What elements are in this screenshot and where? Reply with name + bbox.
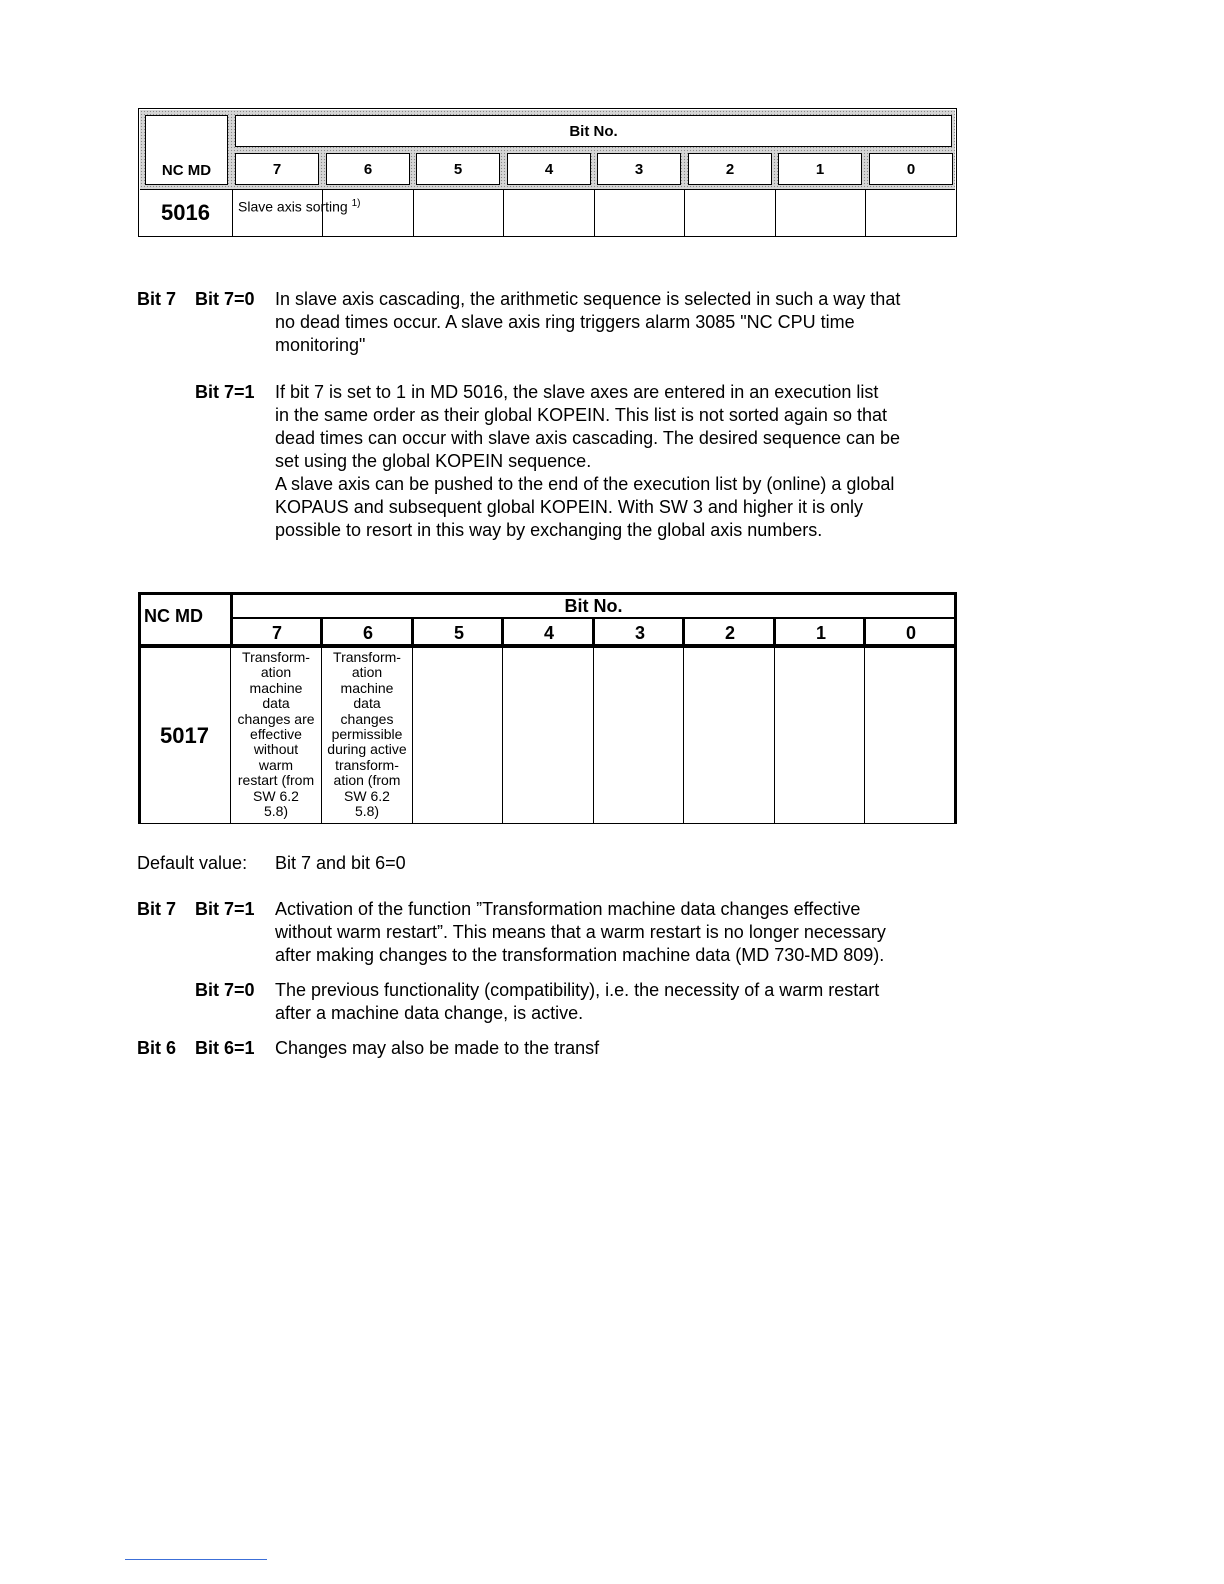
bit6-1-label: Bit 6=1 <box>195 1038 255 1058</box>
bit7-label: Bit 7 <box>137 289 177 309</box>
footnote-divider <box>125 1559 267 1560</box>
bit7-1-text-2: Activation of the function ”Transformation machine data changes effective without warm restart”. This means that a warm restart is no longer necessary after making changes to the transformation machine data (MD 730-MD 809). <box>275 899 886 965</box>
bit-header-2: 2 <box>688 153 772 185</box>
bit-header-3: 3 <box>634 623 645 643</box>
md-5016-table <box>138 108 957 237</box>
md-5017-table <box>138 592 957 824</box>
bit-header-3: 3 <box>597 153 681 185</box>
bit7-label-2: Bit 7 <box>137 899 177 919</box>
default-value-label: Default value: <box>137 853 248 873</box>
bit7-1-label: Bit 7=1 <box>195 382 255 402</box>
bit-header-5: 5 <box>453 623 464 643</box>
bit7-0-text-2: The previous functionality (compatibility), i.e. the necessity of a warm restart after a machine data change, is active. <box>275 980 880 1023</box>
bit7-0-label: Bit 7=0 <box>195 289 255 309</box>
bit-header-4: 4 <box>543 623 554 643</box>
bit-header-6: 6 <box>362 623 373 643</box>
bit-no-header: Bit No. <box>564 596 623 616</box>
bit7-description: Slave axis sorting $^{1)}$ <box>238 198 361 215</box>
nc-md-header: NC MD <box>145 115 228 185</box>
bit-no-header: Bit No. <box>235 115 952 147</box>
bit-header-0: 0 <box>905 623 916 643</box>
bit6-label: Bit 6 <box>137 1038 177 1058</box>
bit7-0-label-2: Bit 7=0 <box>195 980 255 1000</box>
default-value: Bit 7 and bit 6=0 <box>275 853 406 873</box>
md-number: 5016 <box>161 200 210 225</box>
bit7-0-text: In slave axis cascading, the arithmetic sequence is selected in such a way that no dead times occur. A slave axis ring triggers alarm 3085 "NC CPU time monitoring" <box>275 289 901 355</box>
bit7-1-text: If bit 7 is set to 1 in MD 5016, the slave axes are entered in an execution list in the same order as their global KOPEIN. This list is not sorted again so that dead times can occur with slave axis cascading. The desired sequence can be set using the global KOPEIN sequence. A slave axis can be pushed to the end of the execution list by (online) a global KOPAUS and subsequent global KOPEIN. With SW 3 and higher it is only possible to resort in this way by exchanging the global axis numbers. <box>275 382 901 540</box>
bit6-description: Transform- ation machine data changes permissible during active transform- ation (from SW 6.2 5.8) <box>327 649 407 820</box>
table-row <box>139 190 956 236</box>
bit-header-4: 4 <box>507 153 591 185</box>
bit-header-6: 6 <box>326 153 410 185</box>
bit-header-5: 5 <box>416 153 500 185</box>
footnote-marker: 1) <box>351 198 361 209</box>
nc-md-header: NC MD <box>144 606 203 626</box>
bit7-description: Transform- ation machine data changes are effective without warm restart (from SW 6.2 5.8) <box>237 649 315 820</box>
bit-header-7: 7 <box>235 153 319 185</box>
bit7-1-label-2: Bit 7=1 <box>195 899 255 919</box>
md-number: 5017 <box>160 723 209 748</box>
bit-header-0: 0 <box>869 153 953 185</box>
bit-header-1: 1 <box>778 153 862 185</box>
bit6-1-text: Changes may also be made to the transf <box>275 1038 600 1058</box>
bit-header-1: 1 <box>815 623 826 643</box>
bit-header-2: 2 <box>724 623 735 643</box>
bit-header-7: 7 <box>271 623 282 643</box>
